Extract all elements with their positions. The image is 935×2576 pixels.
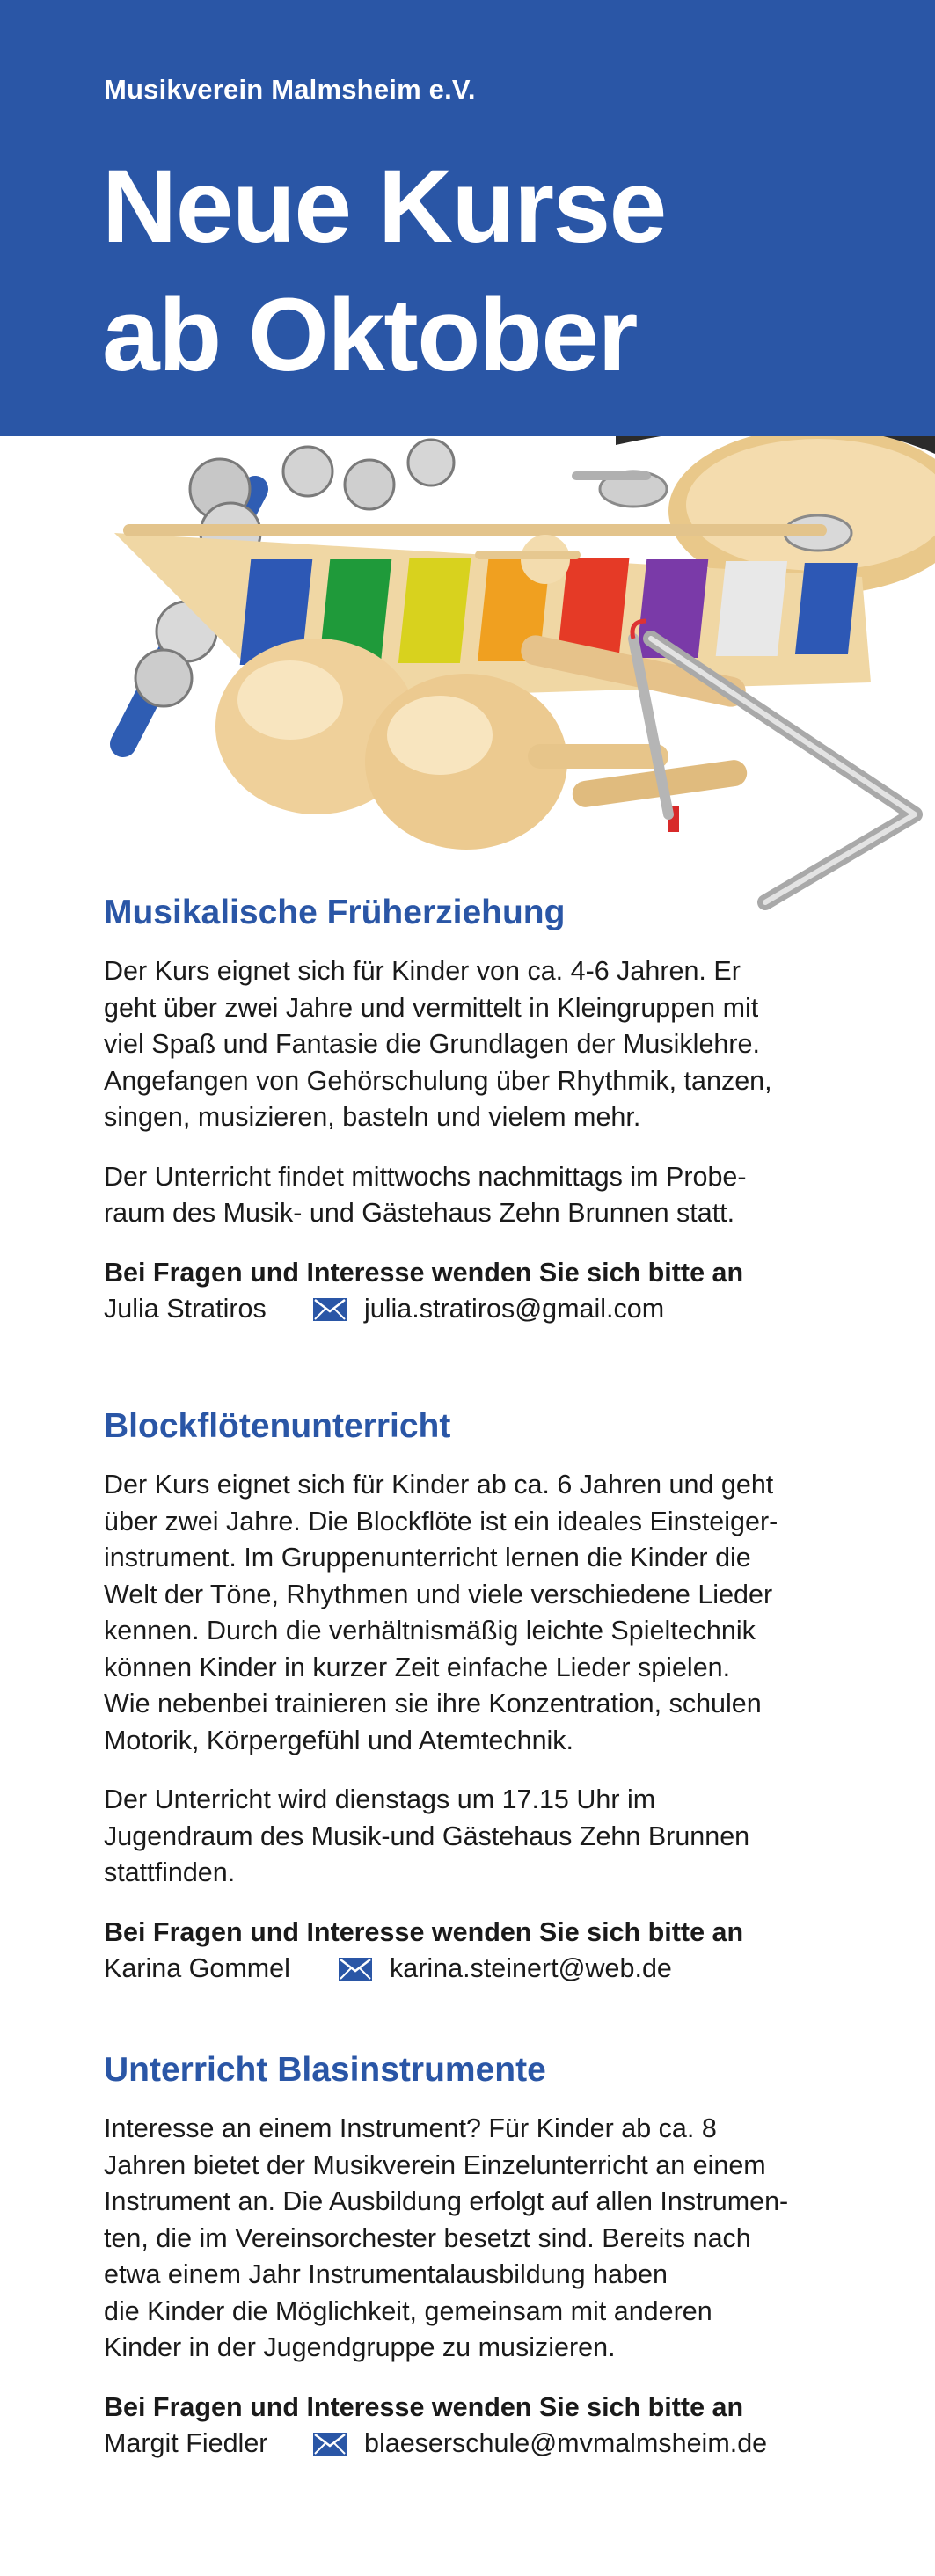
contact-title: Bei Fragen und Interesse wenden Sie sich bitte an [104, 1257, 744, 1288]
contact-email[interactable]: karina.steinert@web.de [390, 1953, 672, 1983]
contact-name: Margit Fiedler [104, 2428, 268, 2458]
mail-icon [313, 1298, 347, 1321]
section-title: Unterricht Blasinstrumente [104, 2051, 546, 2089]
contact-title: Bei Fragen und Interesse wenden Sie sich bitte an [104, 1916, 744, 1947]
headline-line-2: ab Oktober [102, 277, 637, 393]
headline-line-1: Neue Kurse [102, 149, 666, 265]
contact-email[interactable]: julia.stratiros@gmail.com [364, 1294, 665, 1324]
contact-line [104, 1951, 878, 1988]
section-paragraph: Interesse an einem Instrument? Für Kinder ab ca. 8 Jahren bietet der Musikverein Einzelunterricht an einem Instrument an. Die Ausbildung erfolgt auf allen Instrumen- ten, die im Vereinsorchester besetzt sind. Bereits nach etwa einem Jahr Instrumentalausbildung haben die Kinder die Möglichkeit, gemeinsam mit anderen Kinder in der Jugendgruppe zu musizieren. [104, 2113, 789, 2362]
instruments-photo [0, 436, 935, 929]
contact-title: Bei Fragen und Interesse wenden Sie sich bitte an [104, 2391, 744, 2422]
section-paragraph: Der Kurs eignet sich für Kinder ab ca. 6 Jahren und geht über zwei Jahre. Die Blockflöte ist ein ideales Einsteiger- instrument. Im Gruppenunterricht lernen die Kinder die Welt der Töne, Rhythmen und viele verschiedene Lieder kennen. Durch die verhältnismäßig leichte Spieltechnik können Kinder in kurzer Zeit einfache Lieder spielen. Wie nebenbei trainieren sie ihre Konzentration, schulen Motorik, Körpergefühl und Atemtechnik. [104, 1470, 778, 1755]
section-paragraph: Der Unterricht wird dienstags um 17.15 Uhr im Jugendraum des Musik-und Gästehaus Zehn Brunnen stattfinden. [104, 1784, 750, 1887]
section-blasinstrumente [104, 2049, 878, 2463]
contact-line [104, 2426, 878, 2463]
header-banner [0, 0, 935, 436]
section-paragraph: Der Kurs eignet sich für Kinder von ca. 4-6 Jahren. Er geht über zwei Jahre und vermittelt in Kleingruppen mit viel Spaß und Fantasie die Grundlagen der Musiklehre. Angefangen von Gehörschulung über Rhythmik, tanzen, singen, musizieren, basteln und vielem mehr. [104, 956, 772, 1132]
section-blockfloete [104, 1405, 878, 1988]
contact-email[interactable]: blaeserschule@mvmalmsheim.de [364, 2428, 768, 2458]
organization-name: Musikverein Malmsheim e.V. [104, 74, 476, 105]
contact-line [104, 1291, 878, 1328]
section-fruherziehung [104, 892, 878, 1328]
headline [102, 142, 666, 399]
section-title: Musikalische Früherziehung [104, 894, 566, 931]
contact-name: Karina Gommel [104, 1953, 290, 1983]
mail-icon [339, 1958, 372, 1981]
section-paragraph: Der Unterricht findet mittwochs nachmittags im Probe- raum des Musik- und Gästehaus Zehn Brunnen statt. [104, 1161, 747, 1228]
contact-name: Julia Stratiros [104, 1294, 267, 1324]
mail-icon [313, 2433, 347, 2456]
section-title: Blockflötenunterricht [104, 1407, 451, 1445]
